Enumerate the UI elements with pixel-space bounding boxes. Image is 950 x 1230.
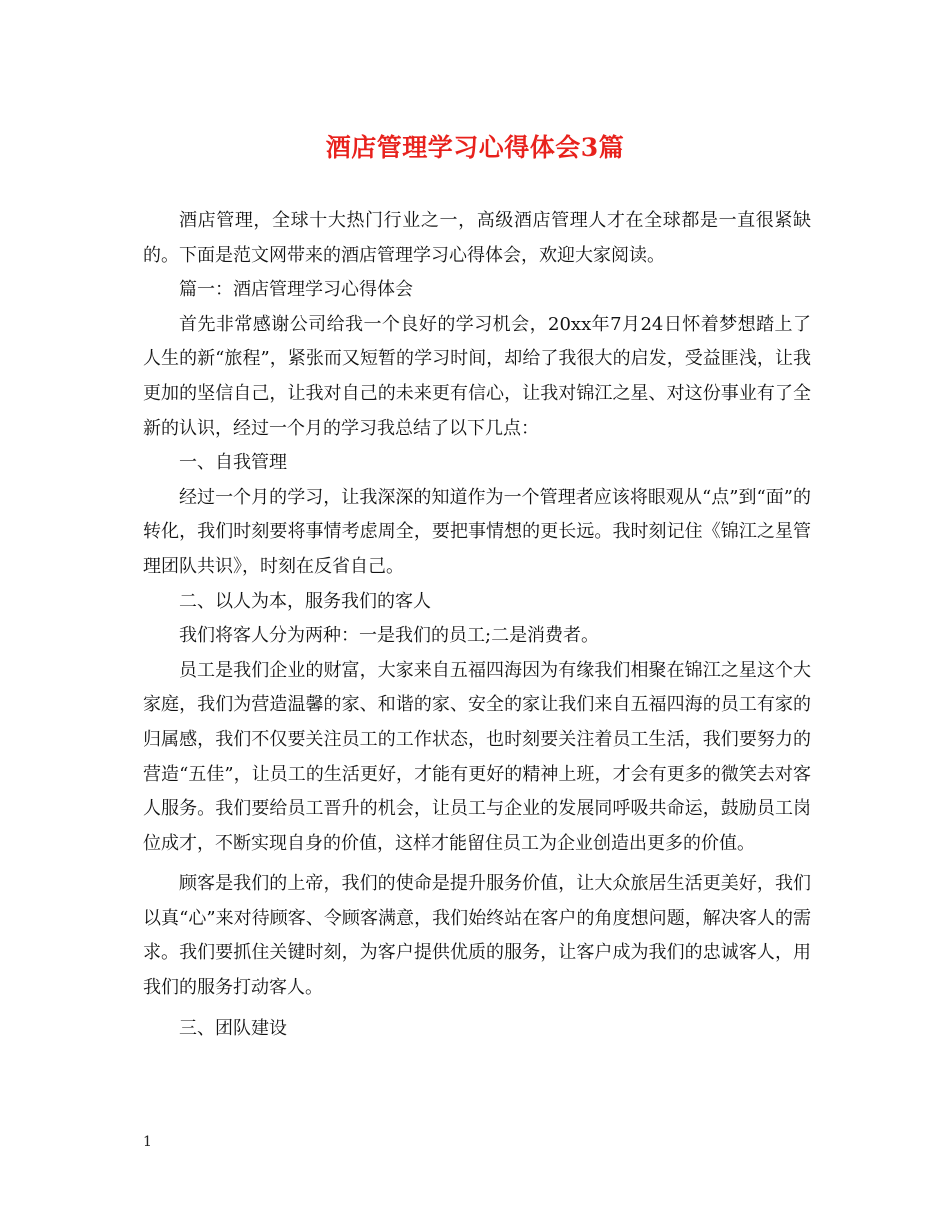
page-number: 1: [143, 1134, 152, 1150]
intro-paragraph: 酒店管理，全球十大热门行业之一，高级酒店管理人才在全球都是一直很紧缺的。下面是范文网带来的酒店管理学习心得体会，欢迎大家阅读。: [143, 210, 811, 266]
section-heading-part-one: 篇一：酒店管理学习心得体会: [179, 279, 413, 301]
body-paragraph: 经过一个月的学习，让我深深的知道作为一个管理者应该将眼观从“点”到“面”的转化，我们时刻要将事情考虑周全，要把事情想的更长远。我时刻记住《锦江之星管理团队共识》，时刻在反省自己。: [143, 486, 811, 577]
body-paragraph: 首先非常感谢公司给我一个良好的学习机会，20xx年7月24日怀着梦想踏上了人生的新“旅程”，紧张而又短暂的学习时间，却给了我很大的启发，受益匪浅，让我更加的坚信自己，让我对自己的未来更有信心，让我对锦江之星、对这份事业有了全新的认识，经过一个月的学习我总结了以下几点：: [143, 313, 811, 439]
section-heading-self-management: 一、自我管理: [179, 452, 287, 474]
body-paragraph: 我们将客人分为两种：一是我们的员工;二是消费者。: [179, 625, 600, 647]
section-heading-people-oriented: 二、以人为本，服务我们的客人: [179, 590, 431, 612]
body-paragraph: 员工是我们企业的财富，大家来自五福四海因为有缘我们相聚在锦江之星这个大家庭，我们为营造温馨的家、和谐的家、安全的家让我们来自五福四海的员工有家的归属感，我们不仅要关注员工的工作状态，也时刻要关注着员工生活，我们要努力的营造“五佳”，让员工的生活更好，才能有更好的精神上班，才会有更多的微笑去对客人服务。我们要给员工晋升的机会，让员工与企业的发展同呼吸共命运，鼓励员工岗位成才，不断实现自身的价值，这样才能留住员工为企业创造出更多的价值。: [143, 659, 811, 854]
section-heading-team-building: 三、团队建设: [179, 1017, 287, 1039]
document-title: 酒店管理学习心得体会3篇: [325, 133, 625, 162]
body-paragraph: 顾客是我们的上帝，我们的使命是提升服务价值，让大众旅居生活更美好，我们以真“心”来对待顾客、令顾客满意，我们始终站在客户的角度想问题，解决客人的需求。我们要抓住关键时刻，为客户提供优质的服务，让客户成为我们的忠诚客人，用我们的服务打动客人。: [143, 873, 811, 999]
document-body: [143, 204, 811, 1046]
